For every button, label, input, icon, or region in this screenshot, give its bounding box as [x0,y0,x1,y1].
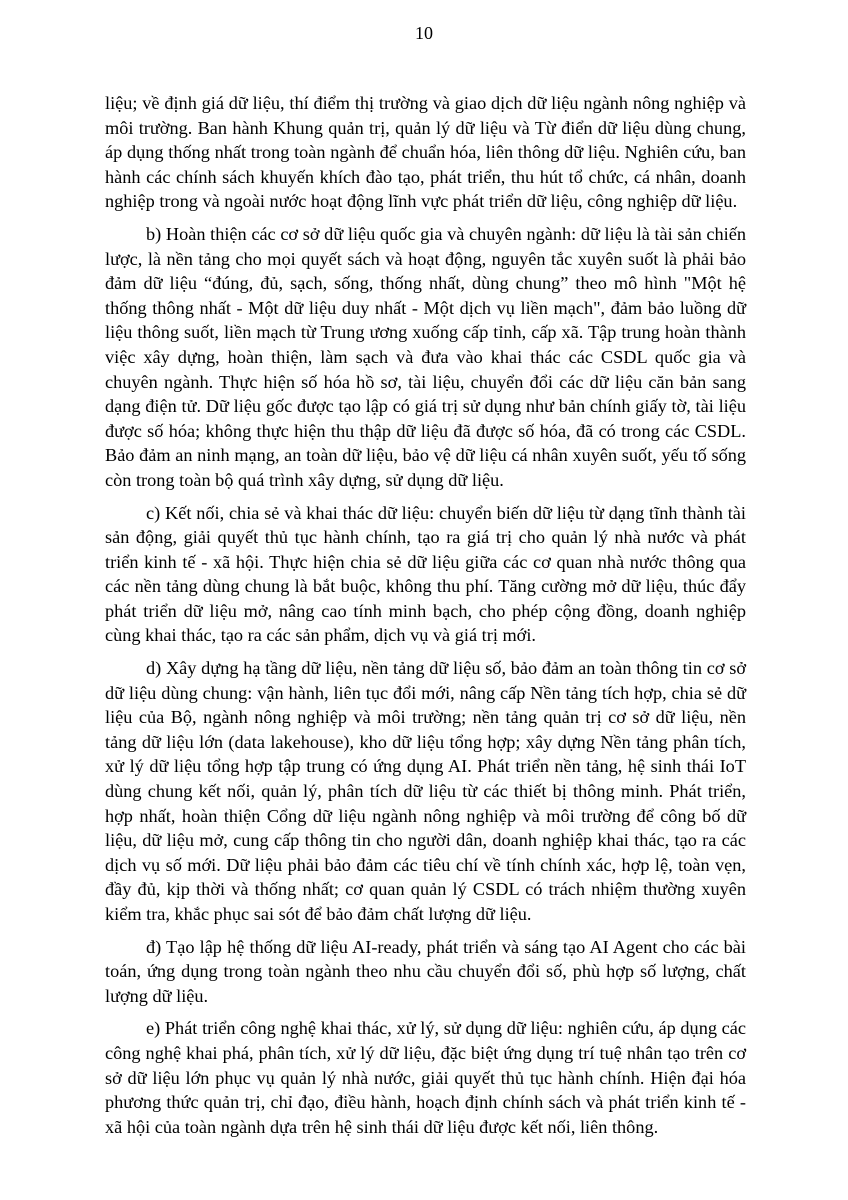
paragraph-d-data-infrastructure: d) Xây dựng hạ tầng dữ liệu, nền tảng dữ liệu số, bảo đảm an toàn thông tin cơ sở dữ liệu dùng chung: vận hành, liên tục đổi mới, nâng cấp Nền tảng tích hợp, chia sẻ dữ liệu của Bộ, ngành nông nghiệp và môi trường; nền tảng quản trị cơ sở dữ liệu, nền tảng dữ liệu lớn (data lakehouse), kho dữ liệu tổng hợp; xây dựng Nền tảng phân tích, xử lý dữ liệu tổng hợp tập trung có ứng dụng AI. Phát triển nền tảng, hệ sinh thái IoT dùng chung kết nối, quản lý, phân tích dữ liệu từ các thiết bị thông minh. Phát triển, hợp nhất, hoàn thiện Cổng dữ liệu ngành nông nghiệp và môi trường để công bố dữ liệu, dữ liệu mở, cung cấp thông tin cho người dân, doanh nghiệp khai thác, tạo ra các dịch vụ số mới. Dữ liệu phải bảo đảm các tiêu chí về tính chính xác, hợp lệ, toàn vẹn, đầy đủ, kịp thời và thống nhất; cơ quan quản lý CSDL có trách nhiệm thường xuyên kiểm tra, khắc phục sai sót để bảo đảm chất lượng dữ liệu. [105,658,746,924]
paragraph-dd-ai-ready: đ) Tạo lập hệ thống dữ liệu AI-ready, phát triển và sáng tạo AI Agent cho các bài toán, ứng dụng trong toàn ngành theo nhu cầu chuyển đổi số, phù hợp số lượng, chất lượng dữ liệu. [105,936,746,1006]
paragraph-b-databases: b) Hoàn thiện các cơ sở dữ liệu quốc gia và chuyên ngành: dữ liệu là tài sản chiến lược, là nền tảng cho mọi quyết sách và hoạt động, nguyên tắc xuyên suốt là phải bảo đảm dữ liệu “đúng, đủ, sạch, sống, thống nhất, dùng chung” theo mô hình "Một hệ thống thông nhất - Một dữ liệu duy nhất - Một dịch vụ liền mạch", đảm bảo luồng dữ liệu thông suốt, liền mạch từ Trung ương xuống cấp tỉnh, cấp xã. Tập trung hoàn thành việc xây dựng, hoàn thiện, làm sạch và đưa vào khai thác các CSDL quốc gia và chuyên ngành. Thực hiện số hóa hồ sơ, tài liệu, chuyển đổi các dữ liệu căn bản sang dạng điện tử. Dữ liệu gốc được tạo lập có giá trị sử dụng như bản chính giấy tờ, tài liệu được số hóa; không thực hiện thu thập dữ liệu đã được số hóa, đã có trong các CSDL. Bảo đảm an ninh mạng, an toàn dữ liệu, bảo vệ dữ liệu cá nhân xuyên suốt, yếu tố sống còn trong toàn bộ quá trình xây dựng, sử dụng dữ liệu. [105,223,746,490]
paragraph-continuation: liệu; về định giá dữ liệu, thí điểm thị trường và giao dịch dữ liệu ngành nông nghiệp và môi trường. Ban hành Khung quản trị, quản lý dữ liệu và Từ điển dữ liệu dùng chung, áp dụng thống nhất trong toàn ngành để chuẩn hóa, liên thông dữ liệu. Nghiên cứu, ban hành các chính sách khuyến khích đào tạo, phát triển, thu hút tổ chức, cá nhân, doanh nghiệp trong và ngoài nước hoạt động lĩnh vực phát triển dữ liệu, công nghiệp dữ liệu. [105,93,746,212]
paragraph-c-data-sharing: c) Kết nối, chia sẻ và khai thác dữ liệu: chuyển biến dữ liệu từ dạng tĩnh thành tài sản động, giải quyết thủ tục hành chính, tạo ra giá trị cho quản lý nhà nước và phát triển kinh tế - xã hội. Thực hiện chia sẻ dữ liệu giữa các cơ quan nhà nước thông qua các nền tảng dùng chung là bắt buộc, không thu phí. Tăng cường mở dữ liệu, thúc đẩy phát triển dữ liệu mở, nâng cao tính minh bạch, cho phép cộng đồng, doanh nghiệp cùng khai thác, tạo ra các sản phẩm, dịch vụ và giá trị mới. [105,502,746,646]
page-number: 10 [415,23,433,43]
document-body [105,91,746,1147]
paragraph-e-data-technology: e) Phát triển công nghệ khai thác, xử lý, sử dụng dữ liệu: nghiên cứu, áp dụng các công nghệ khai phá, phân tích, xử lý dữ liệu, đặc biệt ứng dụng trí tuệ nhân tạo trên cơ sở dữ liệu lớn phục vụ quản lý nhà nước, giải quyết thủ tục hành chính. Hiện đại hóa phương thức quản trị, chỉ đạo, điều hành, hoạch định chính sách và phát triển kinh tế - xã hội của toàn ngành dựa trên hệ sinh thái dữ liệu được kết nối, liên thông. [105,1018,746,1137]
